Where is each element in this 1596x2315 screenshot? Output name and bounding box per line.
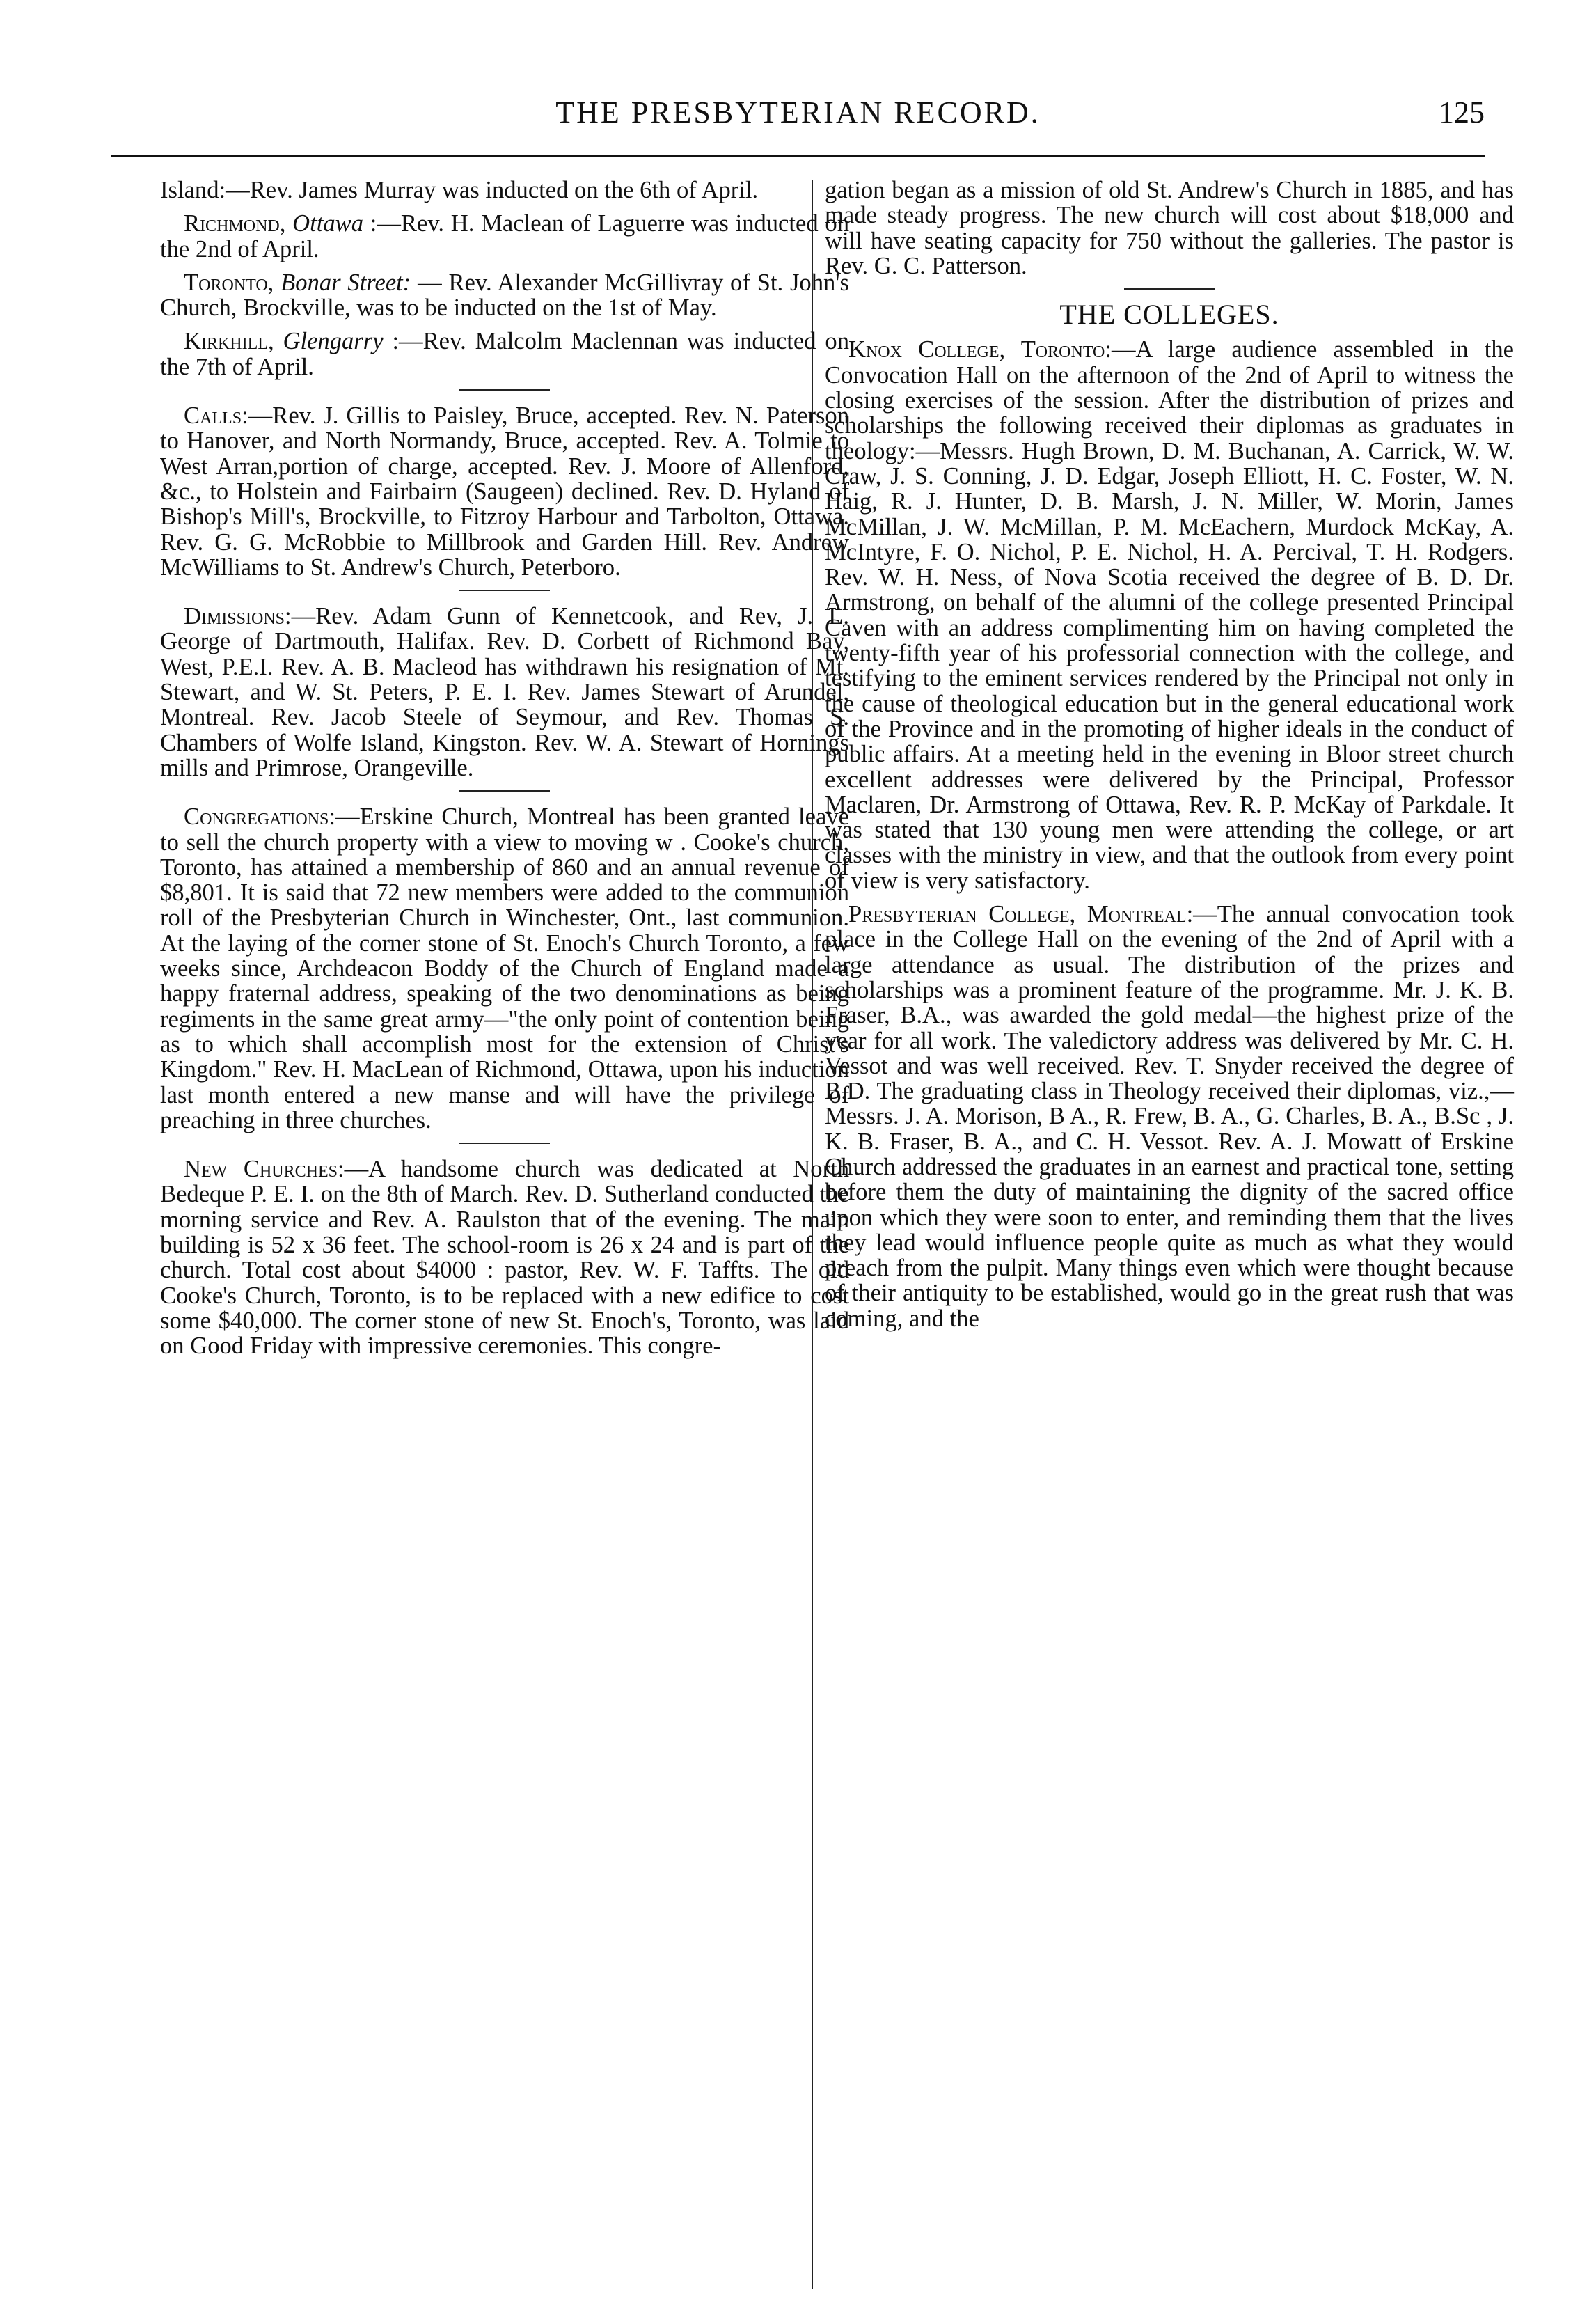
header-rule <box>111 155 1485 157</box>
section-separator <box>459 790 550 792</box>
paragraph-text: :—Rev. H. Maclean of Laguerre was inducted on the 2nd of April. <box>160 210 849 262</box>
place-heading: Toronto, <box>184 269 274 296</box>
place-name: Ottawa <box>292 210 363 237</box>
place-name: Glengarry <box>283 328 384 355</box>
paragraph-text: —Rev. Adam Gunn of Kennetcook, and Rev, J. L. George of Dartmouth, Halifax. Rev. D. Corbett of Richmond Bay, West, P.E.I. Rev. A. B. Macleod has withdrawn his resignation of Mt. Stewart, and W. St. Peters, P. E. I. Rev. James Stewart of Arundel, Montreal. Rev. Jacob Steele of Seymour, and Rev. Thomas S. Chambers of Wolfe Island, Kingston. Rev. W. A. Stewart of Hornings mills and Primrose, Orangeville. <box>160 603 849 781</box>
section-heading: Dimissions: <box>184 603 292 630</box>
page-header <box>111 88 1485 143</box>
page-number: 125 <box>1439 95 1485 130</box>
place-name: Bonar Street: <box>281 269 411 296</box>
section-separator <box>459 1143 550 1144</box>
place-heading: Kirkhill, <box>184 328 274 355</box>
section-heading: Calls: <box>184 402 248 430</box>
paragraph-richmond <box>160 211 849 262</box>
paragraph-text: :—The annual convocation took place in the College Hall on the evening of the 2nd of April with a large attendance as usual. The distribution of the prizes and scholarships was a prominent feature of the programme. Mr. J. K. B. Fraser, B.A., was awarded the gold medal—the highest prize of the year for all work. The valedictory address was delivered by Mr. C. H. Vessot and was well received. Rev. T. Snyder received the degree of B.D. The graduating class in Theology received their diplomas, viz.,—Messrs. J. A. Morison, B A., R. Frew, B. A., G. Charles, B. A., B.Sc , J. K. B. Fraser, B. A., and C. H. Vessot. Rev. A. J. Mowatt of Erskine Church addressed the graduates in an earnest and practical tone, setting before them the duty of maintaining the dignity of the sacred office upon which they were soon to enter, and reminding them that the lives they lead would influence people quite as much as what they would preach from the pulpit. Many things even which were thought because of their antiquity to be established, would go in the great rush that was coming, and the <box>825 901 1514 1332</box>
paragraph-text: :—A handsome church was dedicated at North Bedeque P. E. I. on the 8th of March. Rev. D. Sutherland conducted the morning service and Rev. A. Raulston that of the evening. The main building is 52 x 36 feet. The school-room is 26 x 24 and is part of the church. Total cost about $4000 : pastor, Rev. W. F. Taffts. The old Cooke's Church, Toronto, is to be replaced with a new edifice to cost some $40,000. The corner stone of new St. Enoch's, Toronto, was laid on Good Friday with impressive ceremonies. This congre- <box>160 1156 849 1360</box>
colleges-heading: THE COLLEGES. <box>1059 299 1279 331</box>
paragraph-calls <box>160 403 849 580</box>
paragraph-kirkhill <box>160 329 849 379</box>
paragraph-text: —Rev. J. Gillis to Paisley, Bruce, accepted. Rev. N. Paterson to Hanover, and North Normandy, Bruce, accepted. Rev. A. Tolmie to West Arran,portion of charge, accepted. Rev. J. Moore of Allenford, &c., to Holstein and Fairbairn (Saugeen) declined. Rev. D. Hyland of Bishop's Mill's, Brockville, to Fitzroy Harbour and Tarbolton, Ottawa. Rev. G. G. McRobbie to Millbrook and Garden Hill. Rev. Andrew McWilliams to St. Andrew's Church, Peterboro. <box>160 402 849 581</box>
paragraph-text: :—Rev. Malcolm Maclennan was inducted on the 7th of April. <box>160 328 849 380</box>
left-column <box>160 178 849 1358</box>
journal-title: THE PRESBYTERIAN RECORD. <box>555 95 1041 130</box>
paragraph-presbyterian-college <box>825 902 1514 1331</box>
section-heading: New Churches <box>184 1156 338 1183</box>
place-heading: Richmond, <box>184 210 286 237</box>
section-heading: Congregations <box>184 803 329 831</box>
paragraph-toronto <box>160 270 849 321</box>
section-separator <box>459 590 550 591</box>
paragraph-text: — Rev. Alexander McGillivray of St. John's Church, Brockville, was to be inducted on the 1st of May. <box>160 269 849 322</box>
right-column <box>825 178 1514 1331</box>
section-heading: Knox College, Toronto <box>848 336 1105 363</box>
paragraph-text: :—Erskine Church, Montreal has been granted leave to sell the church property with a view to moving w . Cooke's church, Toronto, has attained a membership of 860 and an annual revenue of $8,801. It is said that 72 new members were added to the communion roll of the Presbyterian Church in Winchester, Ont., last communion. At the laying of the corner stone of St. Enoch's Church Toronto, a few weeks since, Archdeacon Boddy of the Church of England made a happy fraternal address, speaking of the two denominations as being regiments in the same great army—"the only point of contention being as to which shall accomplish most for the extension of Christ's Kingdom." Rev. H. MacLean of Richmond, Ottawa, upon his induction last month entered a new manse and will have the privilege of preaching in three churches. <box>160 803 849 1133</box>
paragraph-continuation: gation began as a mission of old St. Andrew's Church in 1885, and has made steady progress. The new church will cost about $18,000 and will have seating capacity for 750 without the galleries. The pastor is Rev. G. C. Patterson. <box>825 177 1514 279</box>
paragraph-dimissions <box>160 604 849 780</box>
section-separator <box>1124 288 1215 290</box>
paragraph-congregations <box>160 804 849 1133</box>
paragraph-knox-college <box>825 337 1514 893</box>
paragraph-text: :—A large audience assembled in the Convocation Hall on the afternoon of the 2nd of April to witness the closing exercises of the session. After the distribution of prizes and scholarships the following received their diplomas as graduates in theology:—Messrs. Hugh Brown, D. M. Buchanan, A. Carrick, W. W. Craw, J. S. Conning, J. D. Edgar, Joseph Elliott, H. C. Foster, W. N. Haig, R. J. Hunter, D. B. Marsh, J. N. Miller, W. Morin, James McMillan, J. W. McMillan, P. M. McEachern, Murdock McKay, A. McIntyre, F. O. Nichol, P. E. Nichol, H. A. Percival, T. H. Rodgers. Rev. W. H. Ness, of Nova Scotia received the degree of B. D. Dr. Armstrong, on behalf of the alumni of the college presented Principal Caven with an address complimenting him on having completed the twenty-fifth year of his professorial connection with the college, and testifying to the eminent services rendered by the Principal not only in the cause of theological education but in the general educational work of the Province and in the promoting of higher ideals in the conduct of public affairs. At a meeting held in the evening in Bloor street church excellent addresses were delivered by the Principal, Professor Maclaren, Dr. Armstrong of Ottawa, Rev. R. P. McKay of Parkdale. It was stated that 130 young men were attending the college, or art classes with the ministry in view, and that the outlook from every point of view is very satisfactory. <box>825 336 1514 894</box>
paragraph-island: Island:—Rev. James Murray was inducted on the 6th of April. <box>160 177 759 203</box>
section-separator <box>459 389 550 391</box>
section-heading: Presbyterian College, Montreal <box>848 901 1187 928</box>
paragraph-new-churches <box>160 1156 849 1358</box>
